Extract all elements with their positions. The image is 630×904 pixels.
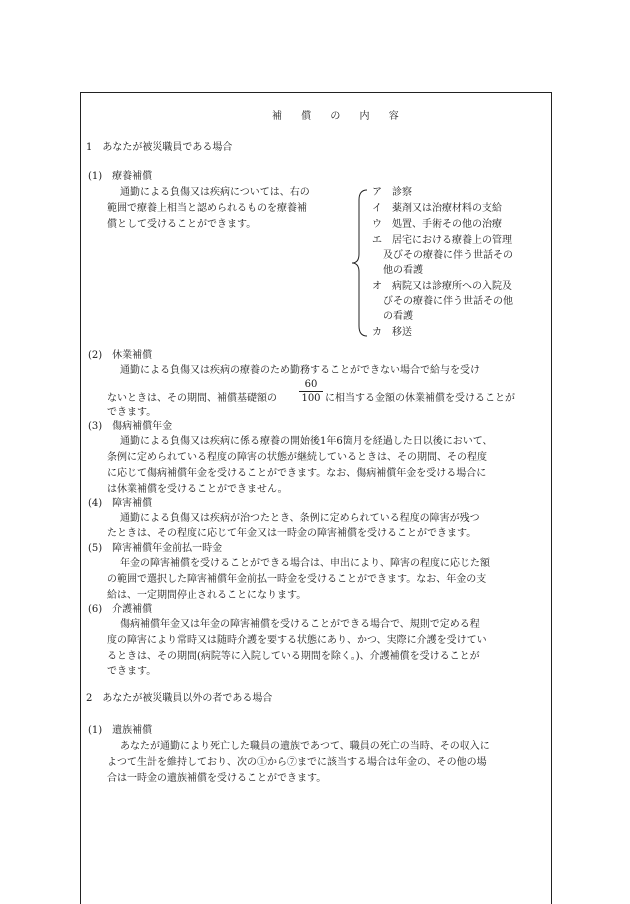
shogai-line: たときは、その程度に応じて年金又は一時金の障害補償を受けることができます。 (107, 528, 477, 539)
fraction-denominator: 100 (301, 393, 321, 404)
ryoyo-item: ア 診察 (372, 187, 412, 198)
izoku-line: 合は一時金の遺族補償を受けることができます。 (107, 773, 327, 784)
izoku-heading: (1) 遺族補償 (88, 725, 153, 736)
kyugyo-line: に相当する金額の休業補償を受けることが (325, 393, 515, 404)
page-title: 補 償 の 内 容 (272, 111, 407, 122)
shogai-heading: (4) 障害補償 (88, 498, 153, 509)
ryoyo-item: 他の看護 (383, 265, 423, 276)
ryoyo-item: 及びその療養に伴う世話その (383, 250, 513, 261)
maebarai-line: 年金の障害補償を受けることができる場合は、申出により、障害の程度に応じた額 (120, 558, 490, 569)
ryoyo-item: の看護 (383, 311, 413, 322)
kaigo-line: 度の障害により常時又は随時介護を要する状態にあり、かつ、実際に介護を受けてい (107, 635, 487, 646)
kyugyo-heading: (2) 休業補償 (88, 350, 153, 361)
kyugyo-line: できます。 (107, 407, 157, 418)
ryoyo-item: ウ 処置、手術その他の治療 (372, 219, 502, 230)
curly-brace (350, 188, 370, 338)
kaigo-heading: (6) 介護補償 (88, 604, 153, 615)
ryoyo-item: カ 移送 (372, 327, 412, 338)
maebarai-heading: (5) 障害補償年金前払一時金 (88, 543, 223, 554)
maebarai-line: 給は、一定期間停止されることになります。 (107, 590, 307, 601)
ryoyo-item: エ 居宅における療養上の管理 (372, 235, 512, 246)
ryoyo-desc-line: 範囲で療養上相当と認められるものを療養補 (107, 203, 307, 214)
ryoyo-heading: (1) 療養補償 (88, 171, 153, 182)
kyugyo-line: ないときは、その期間、補償基礎額の (107, 393, 277, 404)
ryoyo-item: イ 薬剤又は治療材料の支給 (372, 203, 502, 214)
izoku-line: あなたが通勤により死亡した職員の遺族であつて、職員の死亡の当時、その収入に (120, 741, 490, 752)
shobyo-line: は休業補償を受けることができません。 (107, 484, 288, 495)
shobyo-line: に応じて傷病補償年金を受けることができます。なお、傷病補償年金を受ける場合に (107, 468, 487, 479)
ryoyo-desc-line: 償として受けることができます。 (107, 219, 257, 230)
kaigo-line: るときは、その期間(病院等に入院している期間を除く。)、介護補償を受けることが (107, 651, 480, 662)
shobyo-line: 通勤による負傷又は疾病に係る療養の開始後1年6箇月を経過した日以後において、 (120, 436, 493, 447)
ryoyo-desc-line: 通勤による負傷又は疾病については、右の (120, 187, 310, 198)
izoku-line: よつて生計を維持しており、次の①から⑦までに該当する場合は年金の、その他の場 (107, 757, 487, 768)
shobyo-line: 条例に定められている程度の障害の状態が継続しているときは、その期間、その程度 (107, 452, 487, 463)
section1-heading: 1 あなたが被災職員である場合 (86, 142, 233, 153)
ryoyo-item: びその療養に伴う世話その他 (383, 296, 513, 307)
kyugyo-line: 通勤による負傷又は疾病の療養のため勤務することができない場合で給与を受け (120, 365, 480, 376)
ryoyo-item: オ 病院又は診療所への入院及 (372, 281, 512, 292)
kaigo-line: できます。 (107, 666, 157, 677)
maebarai-line: の範囲で選択した障害補償年金前払一時金を受けることができます。なお、年金の支 (107, 574, 487, 585)
fraction-numerator: 60 (304, 379, 318, 390)
section2-heading: 2 あなたが被災職員以外の者である場合 (86, 693, 273, 704)
shobyo-heading: (3) 傷病補償年金 (88, 421, 173, 432)
kaigo-line: 傷病補償年金又は年金の障害補償を受けることができる場合で、規則で定める程 (120, 619, 480, 630)
shogai-line: 通勤による負傷又は疾病が治つたとき、条例に定められている程度の障害が残つ (120, 513, 480, 524)
